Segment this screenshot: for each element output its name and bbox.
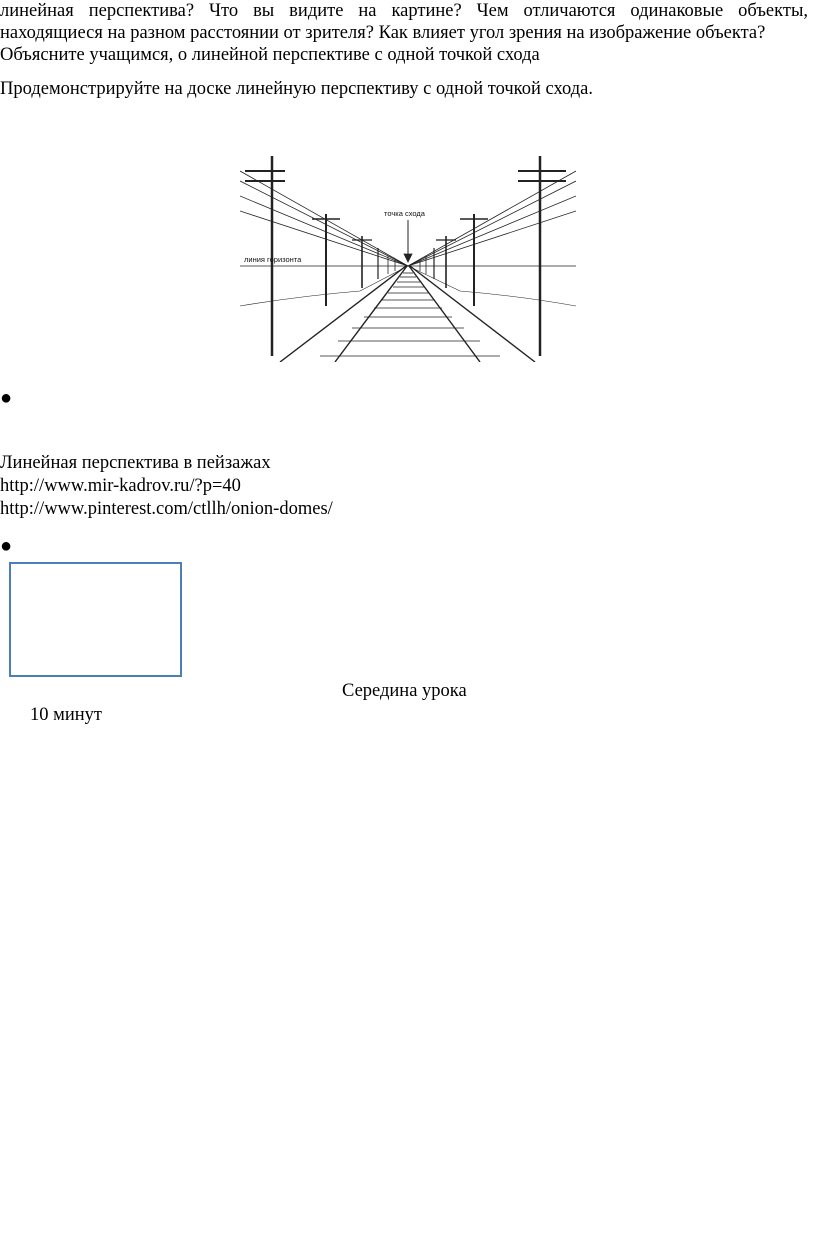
instruction-paragraph: Продемонстрируйте на доске линейную перспективу с одной точкой схода. bbox=[0, 79, 593, 99]
resource-link-2[interactable]: http://www.pinterest.com/ctllh/onion-domes/ bbox=[0, 499, 333, 519]
intro-paragraph bbox=[0, 0, 808, 66]
perspective-illustration bbox=[240, 156, 576, 362]
intro-line-2: находящиеся на разном расстоянии от зрителя? Как влияет угол зрения на изображение объекта? bbox=[0, 23, 766, 43]
intro-line-1: линейная перспектива? Что вы видите на картине? Чем отличаются одинаковые объекты, bbox=[0, 1, 808, 21]
lesson-duration: 10 минут bbox=[30, 705, 102, 725]
bullet-1: ● bbox=[0, 387, 13, 409]
empty-frame bbox=[9, 562, 182, 677]
vanishing-point-label: точка схода bbox=[384, 209, 425, 218]
intro-line-3: Объясните учащимся, о линейной перспективе с одной точкой схода bbox=[0, 45, 540, 65]
lesson-stage: Середина урока bbox=[342, 681, 467, 701]
resources-title: Линейная перспектива в пейзажах bbox=[0, 453, 271, 473]
resources-block bbox=[0, 452, 333, 521]
railway-perspective-drawing bbox=[240, 156, 576, 362]
bullet-2: ● bbox=[0, 535, 13, 557]
horizon-label: линия горизонта bbox=[244, 255, 302, 264]
resource-link-1[interactable]: http://www.mir-kadrov.ru/?p=40 bbox=[0, 476, 241, 496]
